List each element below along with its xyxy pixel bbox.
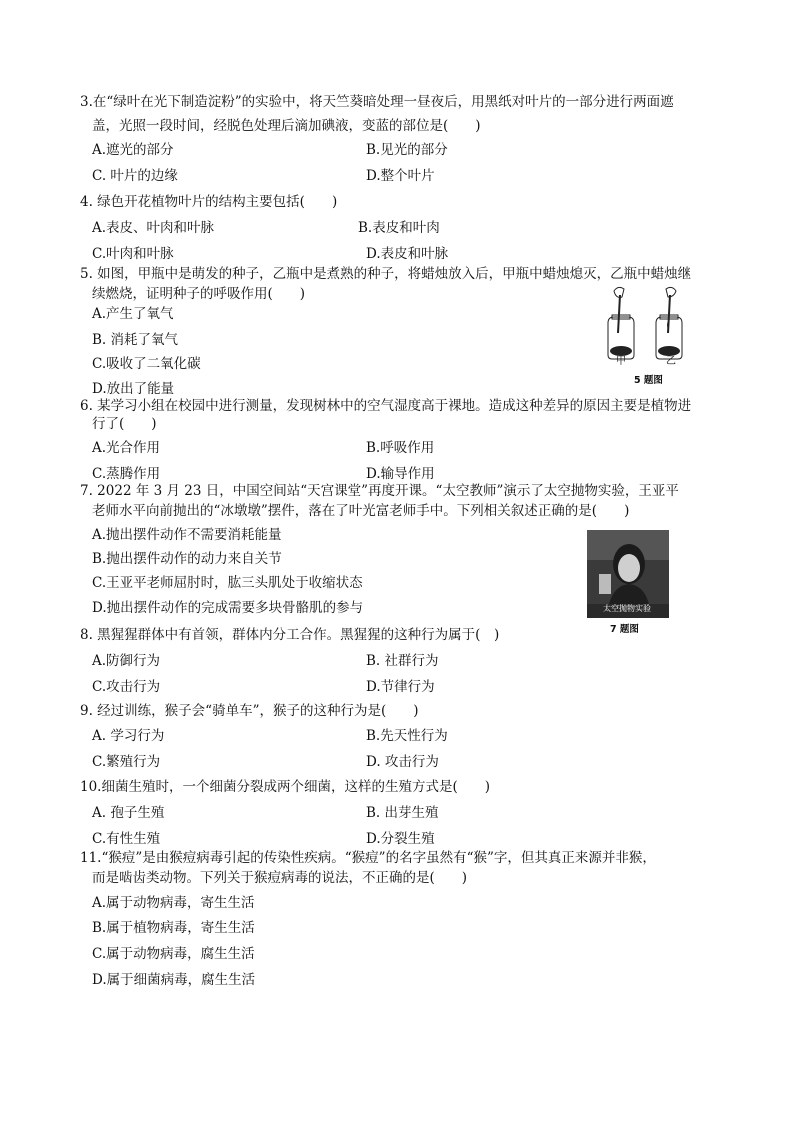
q7-option-c: C.王亚平老师屈肘时，肱三头肌处于收缩状态 — [92, 575, 363, 591]
q6-option-c: C.蒸腾作用 — [92, 466, 161, 482]
q3-option-b: B.见光的部分 — [366, 142, 448, 158]
figure-7-caption: 7 题图 — [610, 624, 639, 635]
q5-option-c: C.吸收了二氧化碳 — [92, 356, 201, 372]
q7-option-b: B.抛出摆件动作的动力来自关节 — [92, 551, 282, 567]
q9-option-b: B.先天性行为 — [366, 728, 448, 744]
q8-stem: 8. 黑猩猩群体中有首领，群体内分工合作。黑猩猩的这种行为属于( ) — [80, 627, 500, 643]
q11-stem-line-1: 11.“猴痘”是由猴痘病毒引起的传染性疾病。“猴痘”的名字虽然有“猴”字，但其真正来源并非猴， — [80, 850, 656, 866]
q4-option-c: C.叶肉和叶脉 — [92, 246, 174, 262]
q9-option-a: A. 学习行为 — [92, 728, 165, 744]
q5-option-d: D.放出了能量 — [92, 381, 175, 397]
q9-option-c: C.繁殖行为 — [92, 754, 161, 770]
q10-option-c: C.有性生殖 — [92, 831, 161, 847]
q6-option-a: A.光合作用 — [92, 440, 161, 456]
jar-illustration — [596, 285, 700, 371]
q4-option-a: A.表皮、叶肉和叶脉 — [92, 220, 215, 236]
figure-5-caption: 5 题图 — [634, 375, 663, 386]
q10-stem: 10.细菌生殖时，一个细菌分裂成两个细菌，这样的生殖方式是( ) — [80, 779, 491, 795]
q8-option-d: D.节律行为 — [366, 679, 435, 695]
jar-label-yi: 乙 — [666, 356, 676, 367]
q10-option-d: D.分裂生殖 — [366, 831, 435, 847]
q8-option-a: A.防御行为 — [92, 653, 161, 669]
q6-stem-line-2: 行了( ) — [92, 416, 157, 432]
q3-option-d: D.整个叶片 — [366, 168, 435, 184]
figure-5-jars — [596, 285, 700, 371]
figure-7-photo — [587, 530, 669, 618]
q10-option-a: A. 孢子生殖 — [92, 805, 165, 821]
q5-stem-line-1: 5. 如图，甲瓶中是萌发的种子，乙瓶中是煮熟的种子，将蜡烛放入后，甲瓶中蜡烛熄灭，乙瓶中蜡烛继 — [80, 266, 692, 282]
q6-stem-line-1: 6. 某学习小组在校园中进行测量，发现树林中的空气湿度高于裸地。造成这种差异的原因主要是植物进 — [80, 398, 692, 414]
q7-option-a: A.抛出摆件动作不需要消耗能量 — [92, 527, 282, 543]
q11-stem-line-2: 而是啮齿类动物。下列关于猴痘病毒的说法，不正确的是( ) — [92, 870, 468, 886]
q9-stem: 9. 经过训练，猴子会“骑单车”，猴子的这种行为是( ) — [80, 703, 419, 719]
q4-stem: 4. 绿色开花植物叶片的结构主要包括( ) — [80, 194, 338, 210]
q7-stem-line-2: 老师水平向前抛出的“冰墩墩”摆件，落在了叶光富老师手中。下列相关叙述正确的是( ) — [92, 503, 630, 519]
q9-option-d: D. 攻击行为 — [366, 754, 439, 770]
q7-option-d: D.抛出摆件动作的完成需要多块骨骼肌的参与 — [92, 600, 364, 616]
q7-stem-line-1: 7. 2022 年 3 月 23 日，中国空间站“天宫课堂”再度开课。“太空教师”演示了太空抛物实验，王亚平 — [80, 483, 679, 499]
q8-option-b: B. 社群行为 — [366, 653, 439, 669]
jar-label-jia: 甲 — [616, 356, 626, 367]
q5-option-b: B. 消耗了氧气 — [92, 332, 179, 348]
q8-option-c: C.攻击行为 — [92, 679, 161, 695]
q11-option-a: A.属于动物病毒，寄生生活 — [92, 895, 255, 911]
q3-option-a: A.遮光的部分 — [92, 142, 174, 158]
q4-option-d: D.表皮和叶脉 — [366, 246, 449, 262]
q4-option-b: B.表皮和叶肉 — [358, 220, 440, 236]
photo-overlay-text: 太空抛物实验 — [603, 604, 651, 613]
q10-option-b: B. 出芽生殖 — [366, 805, 439, 821]
q5-stem-line-2: 续燃烧，证明种子的呼吸作用( ) — [92, 286, 306, 302]
q11-option-b: B.属于植物病毒，寄生生活 — [92, 920, 255, 936]
q3-option-c: C. 叶片的边缘 — [92, 168, 178, 184]
q6-option-d: D.输导作用 — [366, 466, 435, 482]
q11-option-d: D.属于细菌病毒，腐生生活 — [92, 972, 256, 988]
q5-option-a: A.产生了氧气 — [92, 306, 174, 322]
q6-option-b: B.呼吸作用 — [366, 440, 435, 456]
q11-option-c: C.属于动物病毒，腐生生活 — [92, 946, 255, 962]
q3-stem-line-2: 盖，光照一段时间，经脱色处理后滴加碘液，变蓝的部位是( ) — [92, 118, 481, 134]
q3-stem-line-1: 3.在“绿叶在光下制造淀粉”的实验中，将天竺葵暗处理一昼夜后，用黑纸对叶片的一部分进行两面遮 — [80, 94, 674, 110]
